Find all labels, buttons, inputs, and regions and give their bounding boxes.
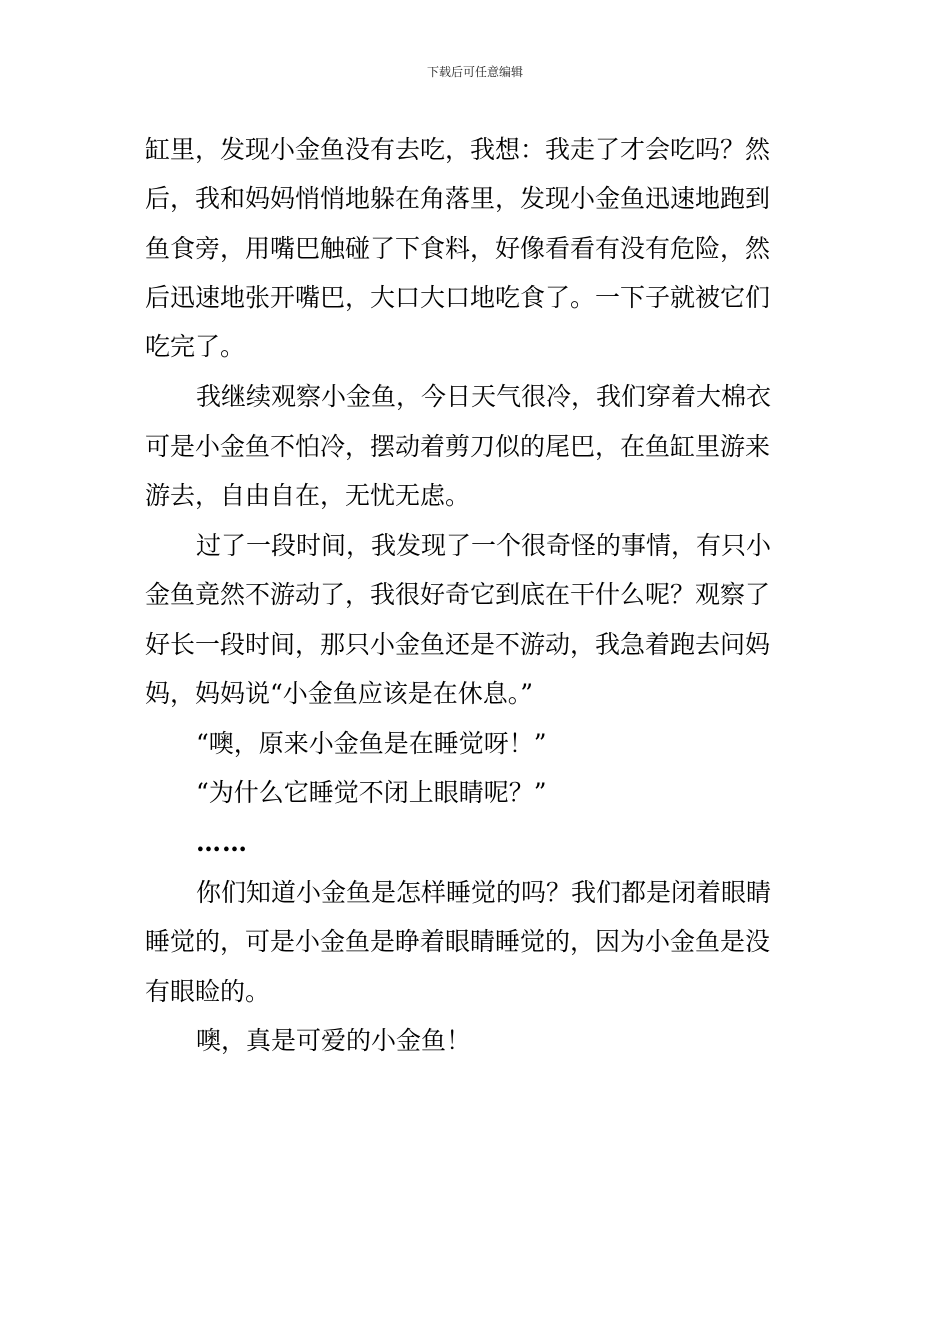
text-line: “噢，原来小金鱼是在睡觉呀！” — [196, 729, 547, 758]
text-line: 金鱼竟然不游动了，我很好奇它到底在干什么呢？观察了 — [145, 580, 771, 609]
text-line: 有眼睑的。 — [145, 977, 271, 1006]
text-line: 妈，妈妈说“小金鱼应该是在休息。” — [145, 679, 534, 708]
text-line: 噢，真是可爱的小金鱼！ — [196, 1026, 472, 1055]
text-line: 你们知道小金鱼是怎样睡觉的吗？我们都是闭着眼睛 — [196, 878, 772, 907]
text-line: 后迅速地张开嘴巴，大口大口地吃食了。一下子就被它们 — [145, 283, 771, 312]
text-line: “为什么它睡觉不闭上眼睛呢？” — [196, 778, 547, 807]
text-line: 过了一段时间，我发现了一个很奇怪的事情，有只小 — [196, 531, 772, 560]
text-line: 可是小金鱼不怕冷，摆动着剪刀似的尾巴，在鱼缸里游来 — [145, 432, 771, 461]
text-line: 缸里，发现小金鱼没有去吃，我想：我走了才会吃吗？然 — [145, 135, 771, 164]
text-line: 鱼食旁，用嘴巴触碰了下食料，好像看看有没有危险，然 — [145, 234, 771, 263]
text-line: 吃完了。 — [145, 332, 246, 361]
ellipsis-line: …… — [196, 828, 248, 857]
text-line: 睡觉的，可是小金鱼是睁着眼睛睡觉的，因为小金鱼是没 — [145, 927, 771, 956]
text-line: 后，我和妈妈悄悄地躲在角落里，发现小金鱼迅速地跑到 — [145, 184, 771, 213]
text-line: 好长一段时间，那只小金鱼还是不游动，我急着跑去问妈 — [145, 630, 771, 659]
page-header: 下载后可任意编辑 — [426, 65, 523, 79]
text-line: 我继续观察小金鱼，今日天气很冷，我们穿着大棉衣 — [196, 382, 772, 411]
text-line: 游去，自由自在，无忧无虑。 — [145, 481, 471, 510]
